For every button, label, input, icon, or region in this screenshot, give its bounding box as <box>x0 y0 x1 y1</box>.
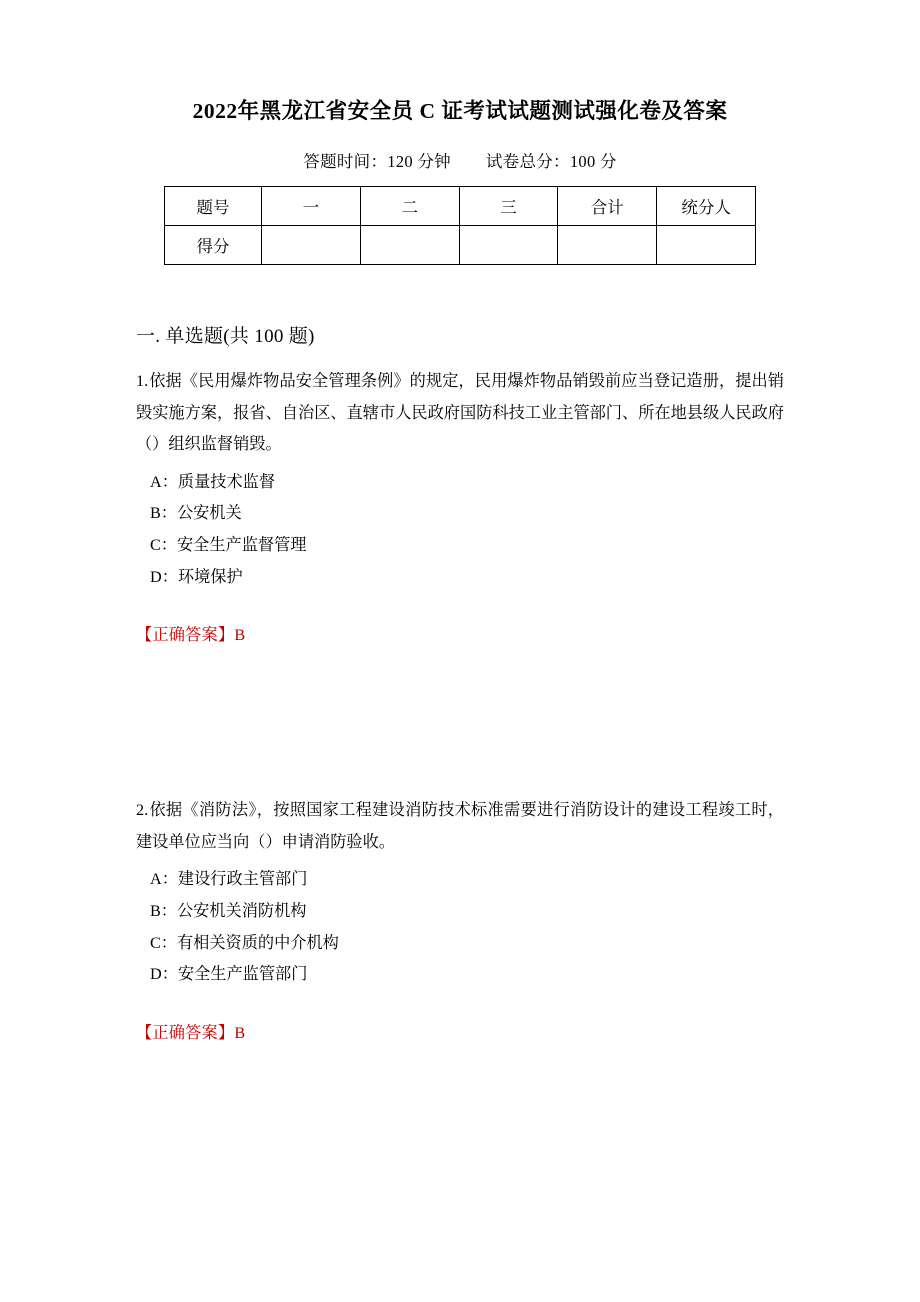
table-row <box>165 226 756 265</box>
exam-meta <box>136 148 784 172</box>
answer-time-label: 答题时间：120 分钟 <box>303 152 451 172</box>
option-label: C： <box>150 933 177 952</box>
table-header-cell: 一 <box>262 187 361 226</box>
option-c[interactable] <box>150 928 784 960</box>
correct-answer: 【正确答案】B <box>136 626 246 645</box>
option-d[interactable] <box>150 562 784 594</box>
option-label: C： <box>150 536 177 555</box>
table-header-cell: 合计 <box>558 187 657 226</box>
option-label: A： <box>150 870 178 889</box>
option-label: A： <box>150 472 178 491</box>
table-cell <box>558 226 657 265</box>
table-cell <box>459 226 558 265</box>
table-cell <box>360 226 459 265</box>
table-cell <box>657 226 756 265</box>
option-b[interactable] <box>150 896 784 928</box>
option-c[interactable] <box>150 530 784 562</box>
option-label: B： <box>150 902 177 921</box>
correct-answer: 【正确答案】B <box>136 1023 246 1042</box>
option-text: 建设行政主管部门 <box>177 870 308 889</box>
table-header-cell: 题号 <box>165 187 262 226</box>
question-2 <box>136 795 784 1043</box>
option-list <box>150 467 784 593</box>
option-b[interactable] <box>150 498 784 530</box>
page-title: 2022年黑龙江省安全员 C 证考试试题测试强化卷及答案 <box>192 99 728 123</box>
table-row <box>165 187 756 226</box>
table-header-cell: 二 <box>360 187 459 226</box>
question-number: 2. <box>136 801 149 820</box>
option-text: 安全生产监督管理 <box>176 536 307 555</box>
section-heading: 一. 单选题(共 100 题) <box>136 326 315 348</box>
question-text: 依据《消防法》，按照国家工程建设消防技术标准需要进行消防设计的建设工程竣工时，建设单位应当向（）申请消防验收。 <box>136 801 784 851</box>
option-text: 环境保护 <box>177 567 243 586</box>
question-number: 1. <box>136 372 149 391</box>
table-header-cell: 三 <box>459 187 558 226</box>
question-stem <box>136 366 784 461</box>
total-score-label: 试卷总分：100 分 <box>485 152 617 172</box>
question-gap <box>136 645 784 795</box>
score-table <box>164 186 756 265</box>
option-a[interactable] <box>150 864 784 896</box>
table-header-cell: 统分人 <box>657 187 756 226</box>
question-text: 依据《民用爆炸物品安全管理条例》的规定，民用爆炸物品销毁前应当登记造册，提出销毁实施方案，报省、自治区、直辖市人民政府国防科技工业主管部门、所在地县级人民政府（）组织监督销毁。 <box>136 372 784 454</box>
option-text: 质量技术监督 <box>177 472 276 491</box>
option-label: B： <box>150 504 177 523</box>
option-a[interactable] <box>150 467 784 499</box>
option-label: D： <box>150 567 178 586</box>
option-d[interactable] <box>150 959 784 991</box>
option-text: 安全生产监管部门 <box>177 965 308 984</box>
option-text: 公安机关 <box>176 504 242 523</box>
question-stem <box>136 795 784 858</box>
option-text: 有相关资质的中介机构 <box>176 933 339 952</box>
question-1 <box>136 366 784 645</box>
table-cell <box>262 226 361 265</box>
option-label: D： <box>150 965 178 984</box>
option-text: 公安机关消防机构 <box>176 902 307 921</box>
table-cell: 得分 <box>165 226 262 265</box>
option-list <box>150 864 784 990</box>
